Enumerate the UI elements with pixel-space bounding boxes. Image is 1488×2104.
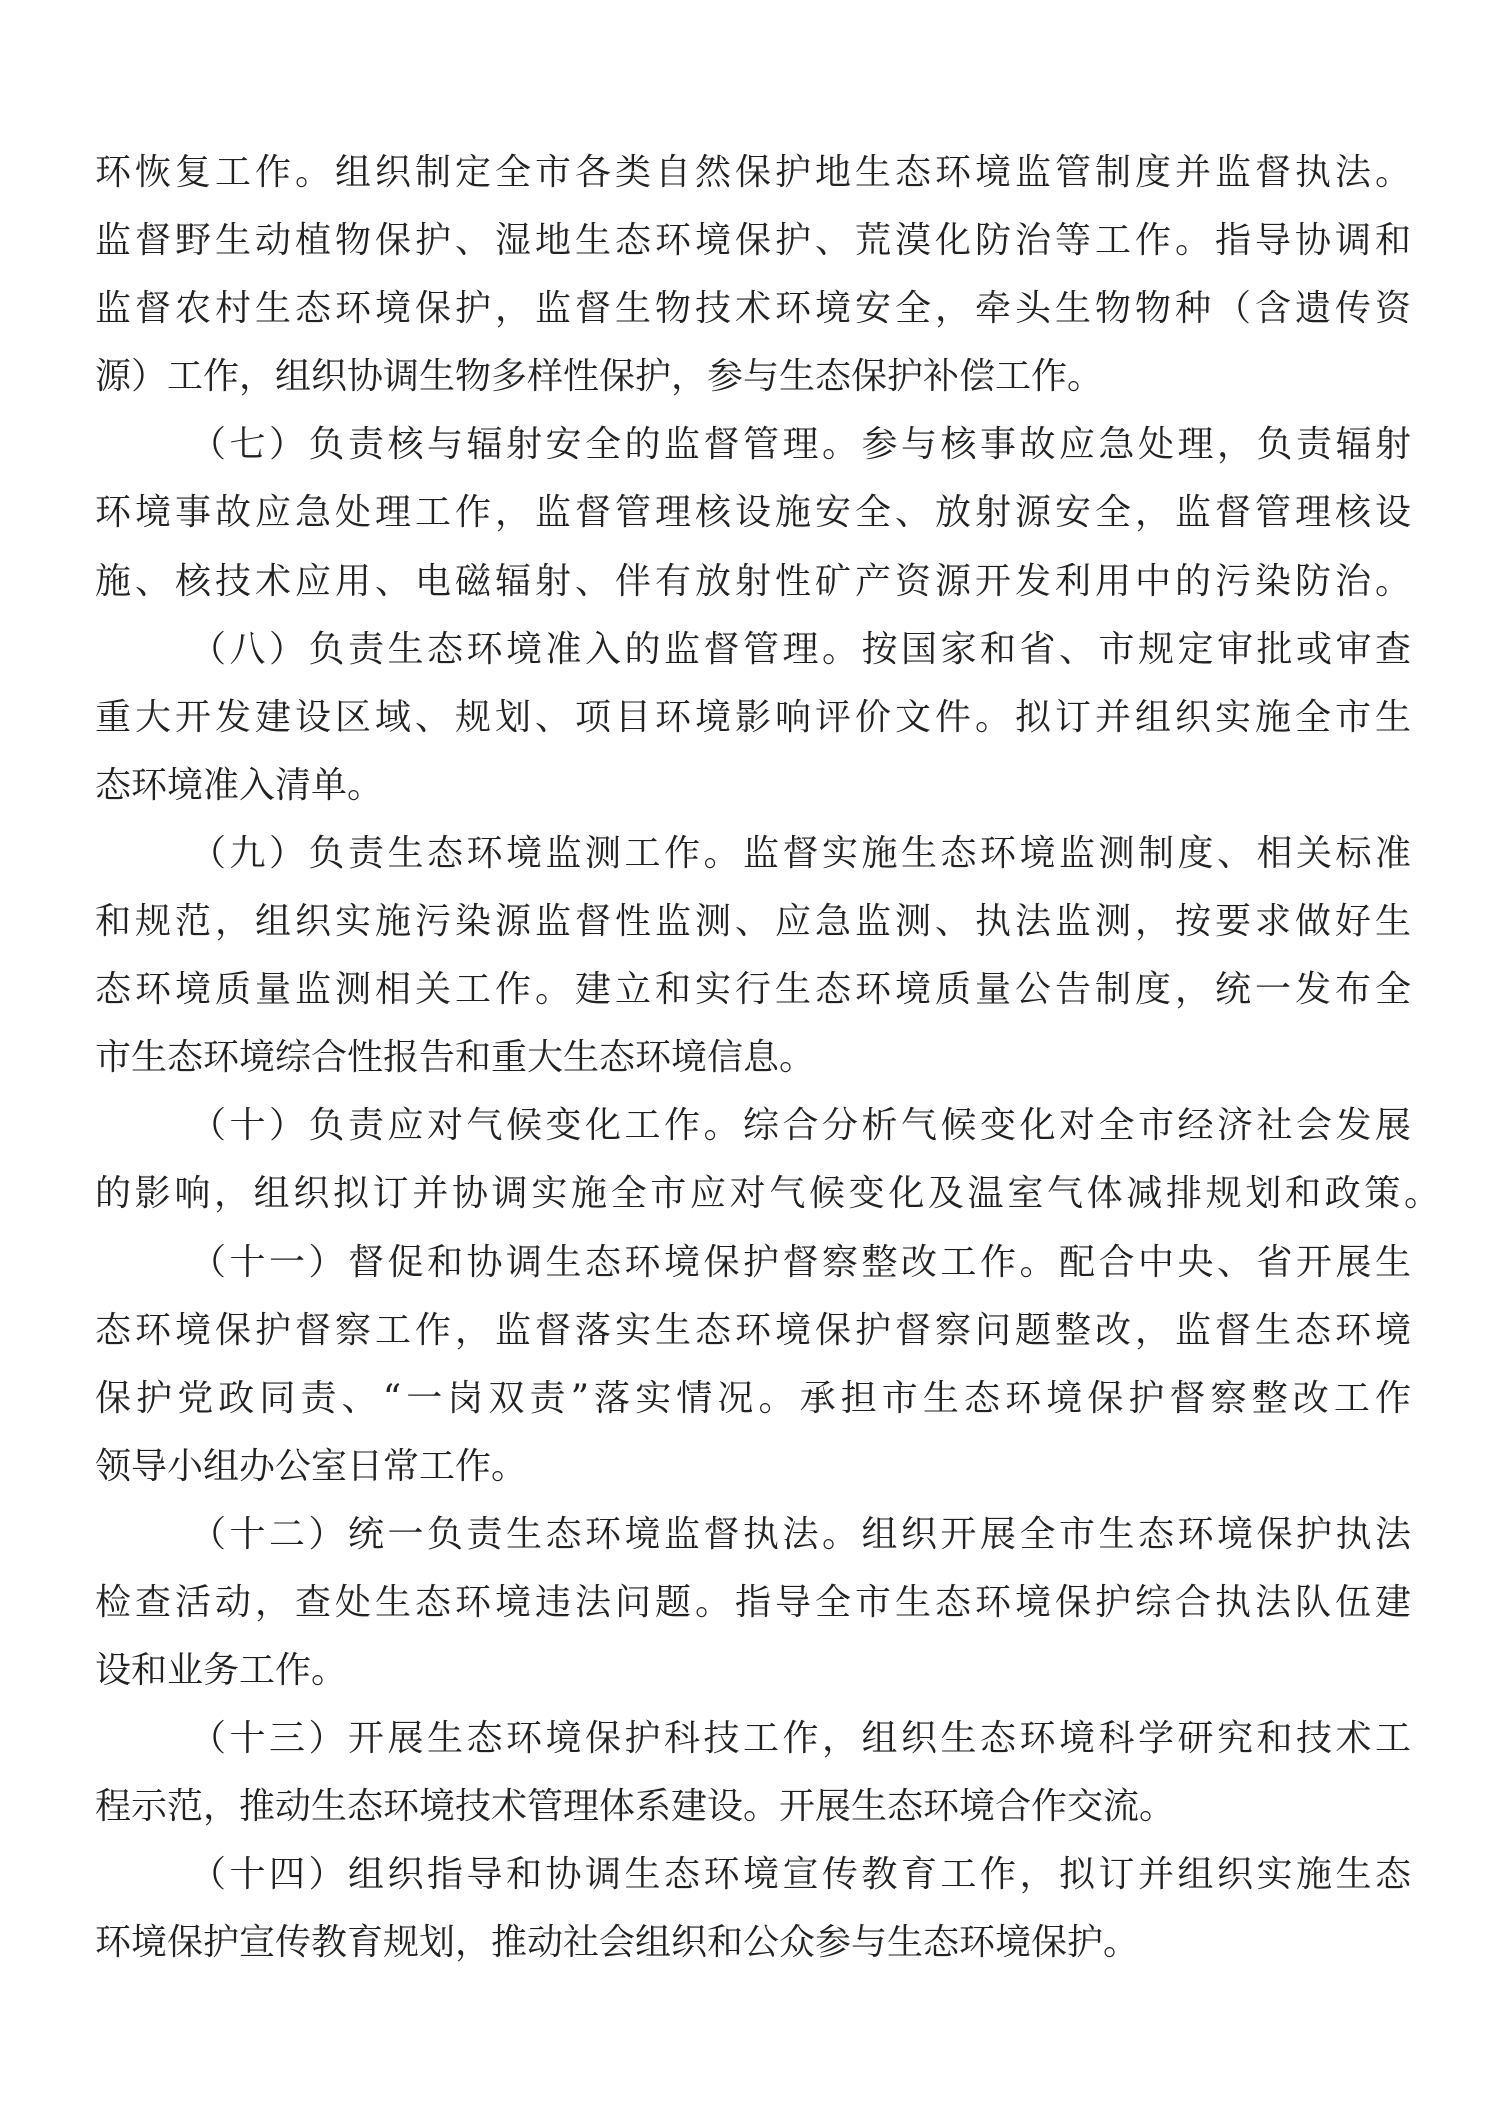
text-line: 态环境保护督察工作，监督落实生态环境保护督察问题整改，监督生态环境 bbox=[95, 1309, 1411, 1351]
document-page bbox=[95, 139, 1440, 1978]
text-line: 程示范，推动生态环境技术管理体系建设。开展生态环境合作交流。 bbox=[95, 1786, 1176, 1828]
text-line: 态环境质量监测相关工作。建立和实行生态环境质量公告制度，统一发布全 bbox=[95, 969, 1411, 1011]
text-line: （十）负责应对气候变化工作。综合分析气候变化对全市经济社会发展 bbox=[190, 1105, 1411, 1147]
text-line: 保护党政同责、“一岗双责”落实情况。承担市生态环境保护督察整改工作 bbox=[95, 1377, 1411, 1419]
text-line: 检查活动，查处生态环境违法问题。指导全市生态环境保护综合执法队伍建 bbox=[95, 1581, 1411, 1623]
text-line: 设和业务工作。 bbox=[95, 1650, 348, 1692]
text-line: 施、核技术应用、电磁辐射、伴有放射性矿产资源开发利用中的污染防治。 bbox=[95, 560, 1411, 602]
text-line: 重大开发建设区域、规划、项目环境影响评价文件。拟订并组织实施全市生 bbox=[95, 696, 1411, 738]
text-line: 源）工作，组织协调生物多样性保护，参与生态保护补偿工作。 bbox=[95, 356, 1104, 398]
text-line: （八）负责生态环境准入的监督管理。按国家和省、市规定审批或审查 bbox=[190, 628, 1411, 670]
text-line: （十一）督促和协调生态环境保护督察整改工作。配合中央、省开展生 bbox=[190, 1241, 1411, 1283]
text-line: 环境事故应急处理工作，监督管理核设施安全、放射源安全，监督管理核设 bbox=[95, 492, 1411, 534]
paragraph-8 bbox=[95, 616, 1411, 820]
paragraph-continuation bbox=[95, 139, 1411, 411]
paragraph-9 bbox=[95, 820, 1411, 1092]
paragraph-12 bbox=[95, 1501, 1411, 1705]
paragraph-7 bbox=[95, 411, 1411, 615]
text-line: （九）负责生态环境监测工作。监督实施生态环境监测制度、相关标准 bbox=[190, 832, 1411, 874]
paragraph-10 bbox=[95, 1092, 1440, 1228]
text-line: （七）负责核与辐射安全的监督管理。参与核事故应急处理，负责辐射 bbox=[190, 424, 1411, 466]
text-line: 领导小组办公室日常工作。 bbox=[95, 1445, 528, 1487]
paragraph-13 bbox=[95, 1705, 1411, 1841]
text-line: 的影响，组织拟订并协调实施全市应对气候变化及温室气体减排规划和政策。 bbox=[95, 1173, 1440, 1215]
text-line: 监督农村生态环境保护，监督生物技术环境安全，牵头生物物种（含遗传资 bbox=[95, 288, 1411, 330]
text-line: 和规范，组织实施污染源监督性监测、应急监测、执法监测，按要求做好生 bbox=[95, 901, 1411, 943]
paragraph-14 bbox=[95, 1841, 1411, 1977]
text-line: （十四）组织指导和协调生态环境宣传教育工作，拟订并组织实施生态 bbox=[190, 1854, 1411, 1896]
text-line: （十三）开展生态环境保护科技工作，组织生态环境科学研究和技术工 bbox=[190, 1718, 1411, 1760]
text-line: 环境保护宣传教育规划，推动社会组织和公众参与生态环境保护。 bbox=[95, 1922, 1140, 1964]
text-line: 市生态环境综合性报告和重大生态环境信息。 bbox=[95, 1037, 816, 1079]
text-line: 环恢复工作。组织制定全市各类自然保护地生态环境监管制度并监督执法。 bbox=[95, 152, 1411, 193]
text-line: 态环境准入清单。 bbox=[95, 764, 384, 806]
text-line: （十二）统一负责生态环境监督执法。组织开展全市生态环境保护执法 bbox=[190, 1513, 1411, 1555]
text-line: 监督野生动植物保护、湿地生态环境保护、荒漠化防治等工作。指导协调和 bbox=[95, 220, 1411, 262]
paragraph-11 bbox=[95, 1229, 1411, 1501]
